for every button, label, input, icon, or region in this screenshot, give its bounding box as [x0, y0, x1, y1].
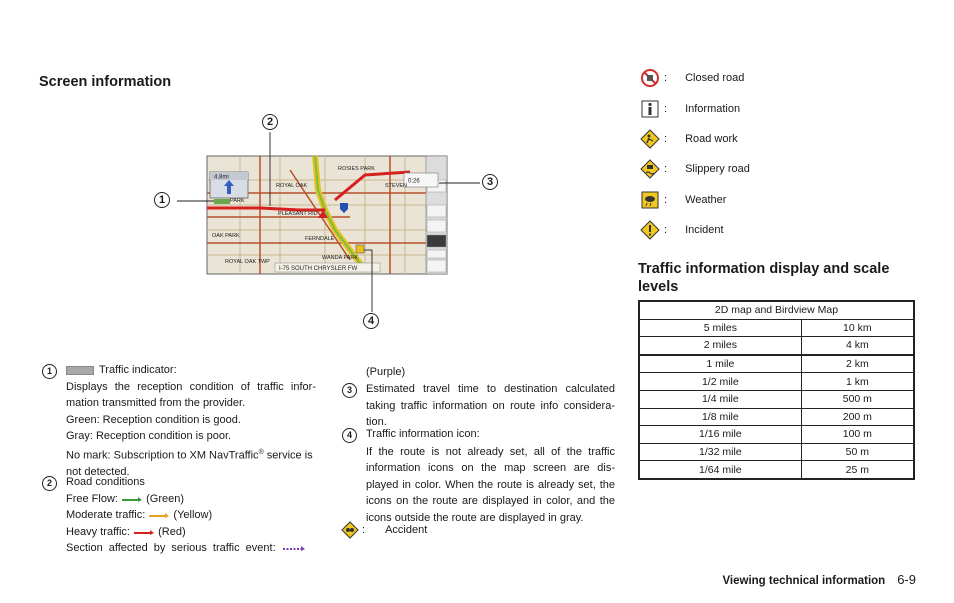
section-line: Section affected by serious traffic event:: [66, 540, 316, 557]
map-label-pleasant-ridge: PLEASANT RID: [278, 211, 318, 217]
closed-road-label: Closed road: [685, 72, 745, 84]
item-4-text: If the route is not already set, all of the traffic information icons on the map screen are dis-played in color. When the route is already set, the icons on the route are displayed in color, and the icons outside the route are displayed in gray.: [366, 445, 615, 524]
map-eta-time: 0:26: [408, 178, 420, 185]
item-1-green: Green: Reception condition is good.: [66, 413, 241, 426]
map-illustration: [150, 110, 500, 335]
road-work-row: : Road work: [640, 129, 738, 149]
item-3-number: 3: [342, 383, 357, 398]
item-4-number: 4: [342, 428, 357, 443]
table-row: 1/64 mile 25 m: [639, 461, 914, 479]
map-distance: 4.8mi: [214, 174, 229, 181]
map-label-stevenson: STEVEN: [385, 183, 408, 189]
slippery-road-icon: [640, 159, 660, 179]
item-1-para: Displays the reception condition of traffic infor-mation transmitted from the provider.: [66, 380, 316, 409]
item-4-block: [366, 426, 615, 526]
information-icon: [640, 99, 660, 119]
page-number: 6-9: [897, 572, 916, 587]
table-header: 2D map and Birdview Map: [639, 301, 914, 319]
table-header-row: [639, 301, 914, 319]
table-row: 5 miles 10 km: [639, 319, 914, 337]
map-label-wanda-park: WANDA PARK: [322, 255, 359, 261]
accident-label: Accident: [385, 524, 428, 536]
road-work-icon: [640, 129, 660, 149]
weather-icon: [640, 190, 660, 210]
information-row: : Information: [640, 99, 740, 119]
table-row: 1/8 mile 200 m: [639, 408, 914, 426]
page-footer: [722, 572, 916, 587]
item-2-label: Road conditions: [66, 476, 145, 488]
red-arrow-icon: [133, 528, 155, 536]
item-1-label: Traffic indicator:: [99, 364, 177, 376]
table-row: 2 miles 4 km: [639, 337, 914, 355]
road-work-label: Road work: [685, 133, 738, 145]
callout-4: 4: [363, 313, 379, 329]
closed-road-row: : Closed road: [640, 68, 744, 88]
table-row: 1/16 mile 100 m: [639, 426, 914, 444]
item-1-nomark: No mark: Subscription to XM NavTraffic® service is not detected.: [66, 448, 313, 478]
item-2-number: 2: [42, 476, 57, 491]
green-arrow-icon: [121, 495, 143, 503]
map-label-oak-park: OAK PARK: [212, 233, 240, 239]
incident-row: : Incident: [640, 220, 724, 240]
accident-icon: [341, 521, 359, 539]
section-title-traffic-display: Traffic information display and scale levels: [638, 261, 890, 295]
item-2-block: [66, 474, 316, 557]
yellow-arrow-icon: [148, 511, 170, 519]
map-label-royal-oak-twp: ROYAL OAK TWP: [225, 259, 270, 265]
callout-2: 2: [262, 114, 278, 130]
moderate-line: Moderate traffic: (Yellow): [66, 509, 213, 521]
table-row: 1 mile 2 km: [639, 355, 914, 373]
item-1-number: 1: [42, 364, 57, 379]
callout-3: 3: [482, 174, 498, 190]
item-1-block: [66, 362, 316, 480]
item-1-gray: Gray: Reception condition is poor.: [66, 430, 232, 442]
map-label-royal-oak: ROYAL OAK: [276, 183, 308, 189]
scale-levels-table: [638, 300, 915, 480]
table-row: 1/32 mile 50 m: [639, 443, 914, 461]
table-row: 1/4 mile 500 m: [639, 390, 914, 408]
purple-label: (Purple): [366, 366, 406, 378]
free-flow-line: Free Flow: (Green): [66, 492, 184, 505]
weather-label: Weather: [685, 194, 727, 206]
incident-icon: [640, 220, 660, 240]
table-row: 1/2 mile 1 km: [639, 373, 914, 391]
incident-label: Incident: [685, 224, 724, 236]
map-road-name: I-75 SOUTH CHRYSLER FW: [279, 266, 358, 272]
item-4-label: Traffic information icon:: [366, 428, 480, 440]
information-label: Information: [685, 103, 741, 115]
traffic-indicator-icon: [66, 366, 94, 375]
closed-road-icon: [640, 68, 660, 88]
callout-1: 1: [154, 192, 170, 208]
map-label-ferndale: FERNDALE: [305, 236, 335, 242]
purple-arrow-icon: [282, 544, 306, 552]
map-label-rosies-park: ROSIES PARK: [338, 166, 375, 172]
item-3-text: Estimated travel time to destination calculated taking traffic information on route info considera-tion.: [366, 383, 615, 428]
slippery-road-row: : Slippery road: [640, 159, 750, 179]
map-label-park: PARK: [230, 198, 245, 204]
navigation-map-figure: [150, 110, 500, 335]
footer-section-title: Viewing technical information: [722, 575, 886, 587]
accident-row: : Accident: [341, 520, 427, 540]
section-title-screen-information: Screen information: [39, 74, 172, 90]
heavy-line: Heavy traffic: (Red): [66, 525, 186, 538]
slippery-road-label: Slippery road: [685, 163, 750, 175]
item-1-label-line: [66, 362, 316, 379]
weather-row: : Weather: [640, 190, 726, 210]
